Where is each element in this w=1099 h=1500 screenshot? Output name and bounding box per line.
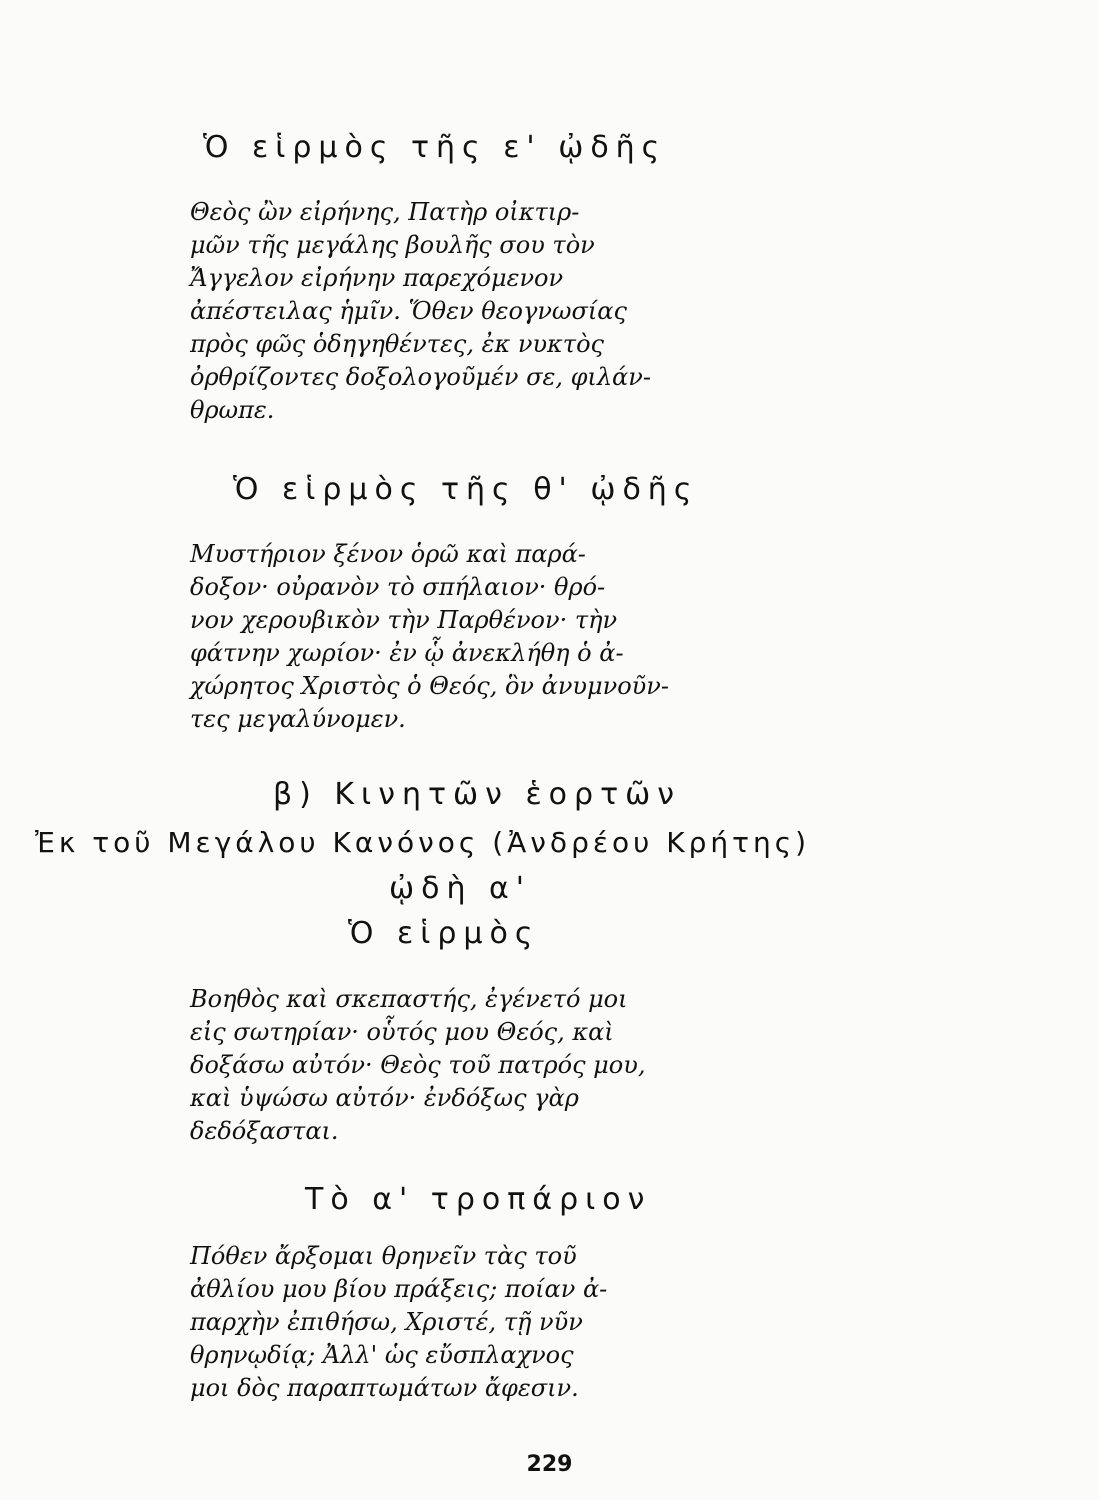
heading-canon-source: Ἐκ τοῦ Μεγάλου Κανόνος (Ἀνδρέου Κρήτης): [35, 826, 811, 859]
hymn-line: Ἄγγελον εἰρήνην παρεχόμενον: [190, 264, 564, 292]
hymn-line: νον χερουβικὸν τὴν Παρθένον· τὴν: [190, 606, 618, 634]
heading-ode-1: ᾠδὴ α': [389, 871, 532, 906]
hymn-line: θρηνῳδίᾳ; Ἀλλ' ὡς εὔσπλαχνος: [190, 1341, 574, 1369]
hymn-line: καὶ ὑψώσω αὐτόν· ἐνδόξως γὰρ: [190, 1084, 579, 1112]
heading-troparion-1: Τὸ α' τροπάριον: [305, 1182, 652, 1217]
heading-irmos-ode-9: Ὁ εἱρμὸς τῆς θ' ᾠδῆς: [233, 472, 699, 507]
hymn-irmos-ode-1: [190, 983, 645, 1148]
hymn-line: παρχὴν ἐπιθήσω, Χριστέ, τῇ νῦν: [190, 1308, 583, 1336]
hymn-line: φάτνην χωρίον· ἐν ᾧ ἀνεκλήθη ὁ ἀ-: [190, 639, 624, 667]
hymn-line: ὀρθρίζοντες δοξολογοῦμέν σε, φιλάν-: [190, 363, 651, 391]
hymn-line: Μυστήριον ξένον ὁρῶ καὶ παρά-: [190, 540, 586, 568]
heading-irmos: Ὁ εἱρμὸς: [348, 916, 540, 951]
hymn-line: Πόθεν ἄρξομαι θρηνεῖν τὰς τοῦ: [190, 1242, 577, 1270]
hymn-line: ἀπέστειλας ἡμῖν. Ὅθεν θεογνωσίας: [190, 297, 627, 325]
hymn-line: μῶν τῆς μεγάλης βουλῆς σου τὸν: [190, 231, 595, 259]
hymn-line: θρωπε.: [190, 396, 275, 424]
hymn-irmos-ode-5: [190, 196, 651, 427]
hymn-line: πρὸς φῶς ὁδηγηθέντες, ἐκ νυκτὸς: [190, 330, 604, 358]
heading-movable-feasts: β) Κινητῶν ἑορτῶν: [273, 777, 682, 812]
hymn-line: δοξον· οὐρανὸν τὸ σπήλαιον· θρό-: [190, 573, 606, 601]
page-number: 229: [526, 1452, 573, 1477]
hymn-line: χώρητος Χριστὸς ὁ Θεός, ὃν ἀνυμνοῦν-: [190, 672, 669, 700]
hymn-line: Θεὸς ὢν εἰρήνης, Πατὴρ οἰκτιρ-: [190, 198, 580, 226]
hymn-line: δοξάσω αὐτόν· Θεὸς τοῦ πατρός μου,: [190, 1051, 646, 1079]
hymn-line: εἰς σωτηρίαν· οὗτός μου Θεός, καὶ: [190, 1018, 614, 1046]
hymn-line: Βοηθὸς καὶ σκεπαστής, ἐγένετό μοι: [190, 985, 628, 1013]
hymn-troparion-1: [190, 1240, 607, 1405]
hymn-line: δεδόξασται.: [190, 1117, 339, 1145]
heading-irmos-ode-5: Ὁ εἱρμὸς τῆς ε' ᾠδῆς: [203, 130, 667, 165]
hymn-line: μοι δὸς παραπτωμάτων ἄφεσιν.: [190, 1374, 579, 1402]
hymn-irmos-ode-9: [190, 538, 669, 736]
hymn-line: ἀθλίου μου βίου πράξεις; ποίαν ἀ-: [190, 1275, 608, 1303]
hymn-line: τες μεγαλύνομεν.: [190, 705, 406, 733]
